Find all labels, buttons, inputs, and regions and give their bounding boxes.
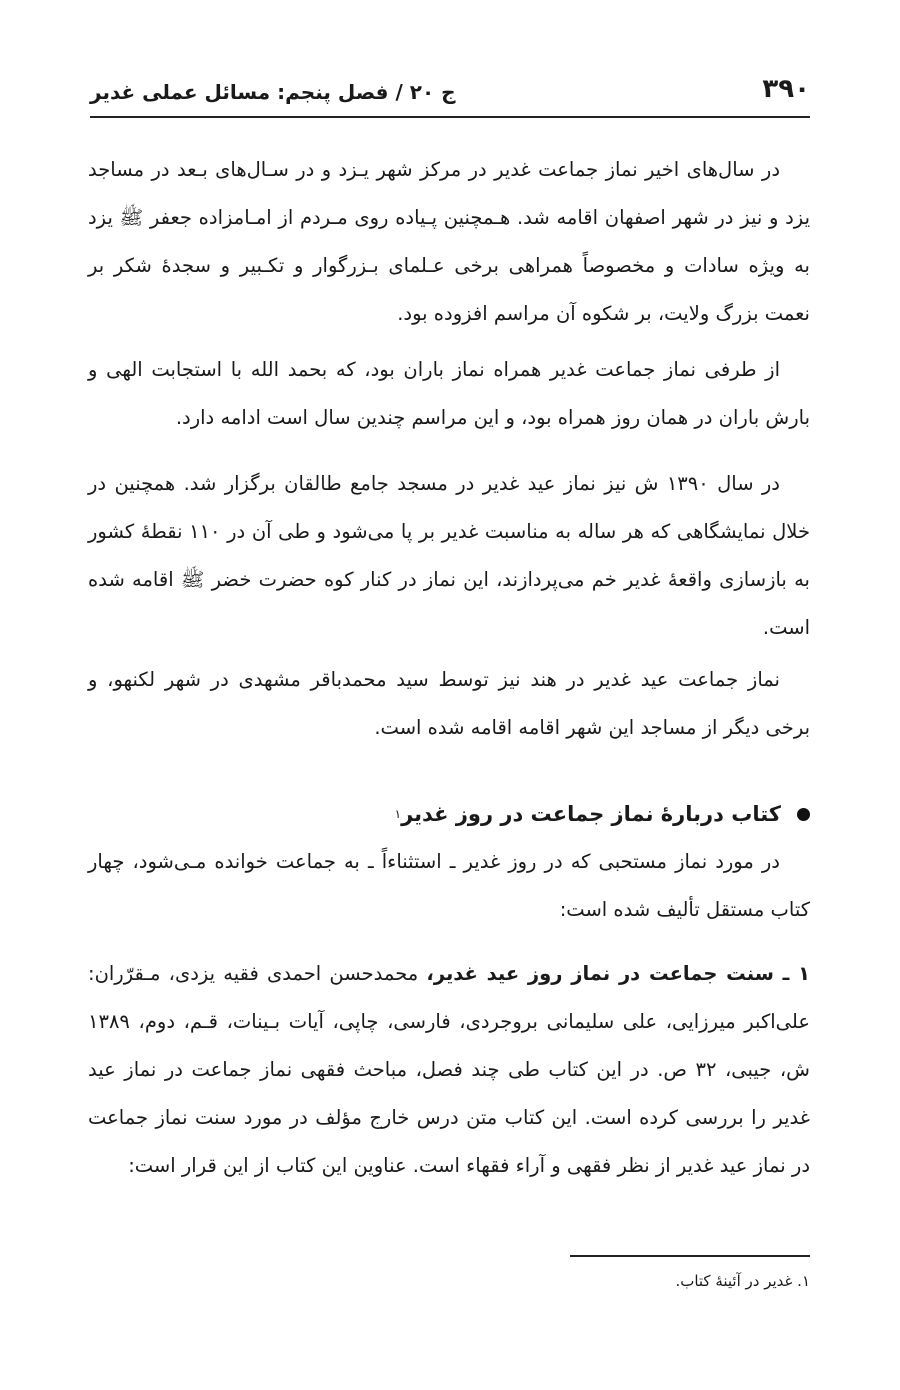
bullet-icon bbox=[797, 808, 810, 821]
section-heading-text: کتاب دربارهٔ نماز جماعت در روز غدیر bbox=[401, 802, 781, 826]
page-header bbox=[90, 70, 810, 118]
footnote-reference[interactable]: ۱ bbox=[394, 807, 402, 821]
footnote: ۱. غدیر در آئینهٔ کتاب. bbox=[675, 1272, 810, 1290]
page-number: ۳۹۰ bbox=[762, 74, 810, 104]
paragraph-taleghan: در سال ۱۳۹۰ ش نیز نماز عید غدیر در مسجد جامع طالقان برگزار شد. همچنین در خلال نمایشگاهی که هر ساله به مناسبت غدیر بر پا می‌شود و طی آن در ۱۱۰ نقطهٔ کشور به بازسازی واقعهٔ غدیر خم می‌پردازند، این نماز در کنار کوه حضرت خضر ﷺ اقامه شده است. bbox=[88, 472, 810, 639]
running-title: ج ۲۰ / فصل پنجم: مسائل عملی غدیر bbox=[90, 80, 456, 104]
book-entry-1 bbox=[88, 950, 810, 1190]
paragraph-rain-prayer: از طرفی نماز جماعت غدیر همراه نماز باران بود، که بحمد الله با استجابت الهی و بارش باران در همان روز همراه بود، و این مراسم چندین سال است ادامه دارد. bbox=[88, 358, 810, 429]
book-entry-1-text: محمدحسن احمدی فقیه یزدی، مـقرّران: علی‌اکبر میرزایی، علی سلیمانی بروجردی، فارسی، چاپی، آیات بـینات، قـم، دوم، ۱۳۸۹ ش، جیبی، ۳۲ ص. در این کتاب طی چند فصل، مباحث فقهی نماز جماعت در نماز عید غدیر را بررسی کرده است. این کتاب متن درس خارج مؤلف در مورد سنت نماز جماعت در نماز عید غدیر از نظر فقهی و آراء فقهاء است. عناوین این کتاب از این قرار است: bbox=[88, 962, 810, 1177]
paragraph-yazd: در سال‌های اخیر نماز جماعت غدیر در مرکز شهر یـزد و در سـال‌های بـعد در مساجد یزد و نیز در شهر اصفهان اقامه شد. هـمچنین پـیاده روی مـردم از امـامزاده جعفر ﷺ یزد به ویژه سادات و مخصوصاً همراهی برخی عـلمای بـزرگوار و تکـبیر و سجدهٔ شکر بر نعمت بزرگ ولایت، بر شکوه آن مراسم افزوده بود. bbox=[88, 158, 810, 325]
section-intro: در مورد نماز مستحبی که در روز غدیر ـ استثناءاً ـ به جماعت خوانده مـی‌شود، چهار کتاب مستقل تألیف شده است: bbox=[88, 850, 810, 921]
footnote-divider bbox=[570, 1255, 810, 1257]
book-entry-1-title: ۱ ـ سنت جماعت در نماز روز عید غدیر، bbox=[426, 962, 811, 985]
section-heading bbox=[88, 790, 810, 838]
paragraph-lucknow: نماز جماعت عید غدیر در هند نیز توسط سید محمدباقر مشهدی در شهر لکنهو، و برخی دیگر از مساجد این شهر اقامه اقامه شده است. bbox=[88, 668, 810, 739]
